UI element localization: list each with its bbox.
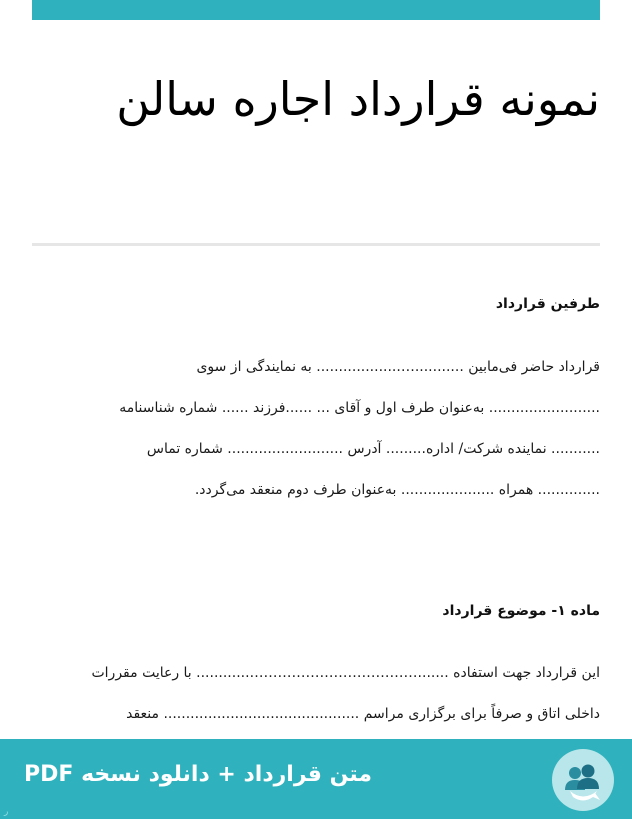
- corner-mark: ر: [4, 807, 9, 817]
- subject-line-1: این قرارداد جهت استفاده .......………………………………............ با رعایت مقررات: [91, 665, 600, 681]
- page-title: نمونه قرارداد اجاره سالن: [116, 72, 600, 126]
- section-heading-parties: طرفین قرارداد: [495, 296, 600, 312]
- parties-line-3: ........... نماینده شرکت/ اداره......... آدرس .......................... شماره تماس: [146, 441, 600, 457]
- footer-download-label[interactable]: متن قرارداد + دانلود نسخه PDF: [24, 762, 372, 787]
- section-heading-subject: ماده ۱- موضوع قرارداد: [442, 603, 600, 619]
- parties-line-2: ......................... به‌عنوان طرف اول و آقای ... ......فرزند ...... شماره شناسنامه: [119, 400, 600, 416]
- subject-line-2: داخلی اتاق و صرفاً برای برگزاری مراسم ............................................ منعقد: [126, 706, 600, 722]
- top-accent-bar: [32, 0, 600, 20]
- footer-banner[interactable]: [0, 739, 632, 819]
- people-group-icon: [552, 749, 614, 811]
- parties-line-4: .............. همراه ..................... به‌عنوان طرف دوم منعقد می‌گردد.: [194, 482, 600, 498]
- parties-line-1: قرارداد حاضر فی‌مابین ...........…................... به نمایندگی از سوی: [196, 359, 600, 375]
- title-divider: [32, 243, 600, 246]
